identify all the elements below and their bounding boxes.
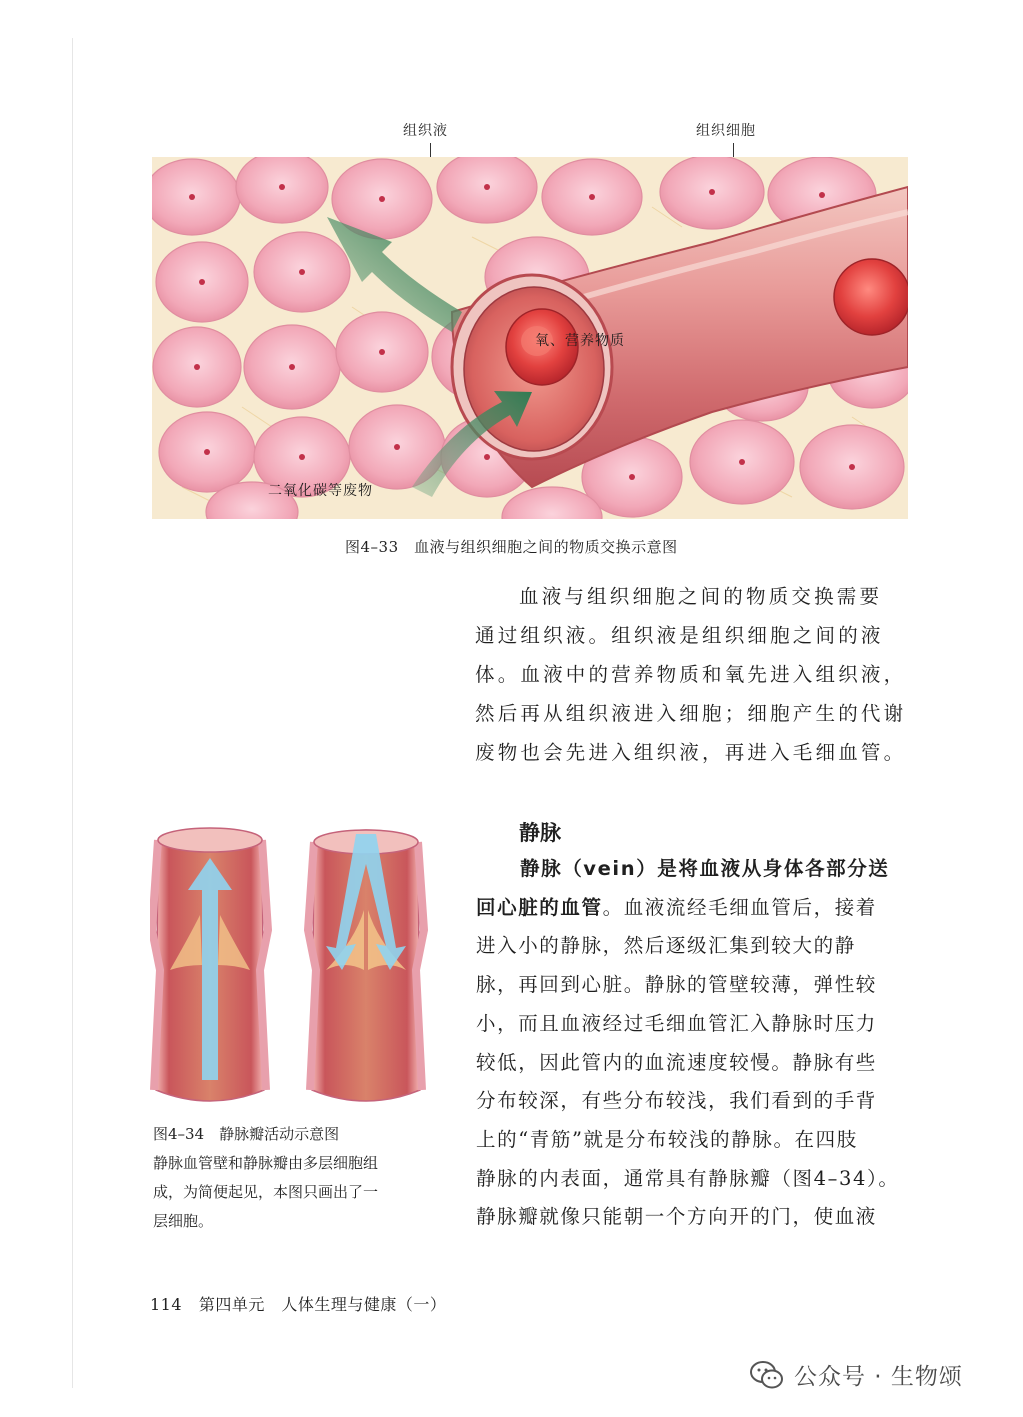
vein-line: 小，而且血液经过毛细血管汇入静脉时压力 xyxy=(476,1011,877,1035)
vein-line: 脉，再回到心脏。静脉的管壁较薄，弹性较 xyxy=(476,973,877,997)
figure-4-34-caption-title: 图4–34 静脉瓣活动示意图 xyxy=(153,1125,340,1143)
vein-definition-bold-end: 回心脏的血管 xyxy=(476,895,603,919)
page-number: 114 xyxy=(150,1295,183,1314)
vein-valve-drawing xyxy=(150,820,430,1105)
label-co2-waste: 二氧化碳等废物 xyxy=(268,483,373,499)
paragraph-exchange-line: 然后再从组织液进入细胞；细胞产生的代谢 xyxy=(475,702,907,725)
paragraph-exchange xyxy=(475,577,906,772)
paragraph-exchange-line: 体。血液中的营养物质和氧先进入组织液， xyxy=(475,663,907,686)
vein-line: 分布较深，有些分布较浅，我们看到的手背 xyxy=(476,1089,877,1113)
figure-4-33-illustration xyxy=(152,157,908,519)
vein-line-2 xyxy=(476,889,899,928)
figure-4-34-caption-line: 层细胞。 xyxy=(153,1212,214,1230)
vein-line: 静脉的内表面，通常具有静脉瓣（图4–34）。 xyxy=(476,1166,900,1190)
unit-title: 第四单元 人体生理与健康（一） xyxy=(198,1295,447,1314)
tissue-exchange-drawing xyxy=(152,157,908,519)
page-footer xyxy=(150,1292,446,1315)
figure-4-34-caption xyxy=(153,1120,378,1236)
vein-line: 较低，因此管内的血流速度较慢。静脉有些 xyxy=(476,1050,877,1074)
figure-4-34-illustration xyxy=(150,820,430,1105)
label-tissue-cell: 组织细胞 xyxy=(696,123,756,139)
label-tissue-fluid: 组织液 xyxy=(403,123,448,139)
paragraph-exchange-line: 血液与组织细胞之间的物质交换需要 xyxy=(519,585,883,608)
wechat-icon xyxy=(750,1360,784,1390)
figure-4-34-caption-line: 静脉血管壁和静脉瓣由多层细胞组 xyxy=(153,1154,379,1172)
vein-line: 静脉瓣就像只能朝一个方向开的门，使血液 xyxy=(476,1205,877,1229)
watermark xyxy=(750,1358,963,1391)
paragraph-exchange-line: 通过组织液。组织液是组织细胞之间的液 xyxy=(475,624,884,647)
paragraph-exchange-line: 废物也会先进入组织液，再进入毛细血管。 xyxy=(475,741,907,764)
section-title-vein: 静脉 xyxy=(519,821,561,845)
vein-definition-bold: 静脉（vein）是将血液从身体各部分送 xyxy=(520,857,890,880)
figure-4-34-caption-line: 成，为简便起见，本图只画出了一 xyxy=(153,1183,379,1201)
vein-line: 进入小的静脉，然后逐级汇集到较大的静 xyxy=(476,934,856,958)
vein-line-1 xyxy=(476,850,899,889)
vein-line-2-rest: 。血液流经毛细血管后，接着 xyxy=(602,895,877,919)
paragraph-vein xyxy=(476,850,899,1237)
page-edge-line xyxy=(72,38,73,1388)
label-oxygen-nutrients: 氧、营养物质 xyxy=(535,333,625,349)
watermark-text: 公众号 · 生物颂 xyxy=(794,1364,963,1390)
vein-line: 上的“青筋”就是分布较浅的静脉。在四肢 xyxy=(476,1127,858,1151)
figure-4-33-caption: 图4–33 血液与组织细胞之间的物质交换示意图 xyxy=(345,538,678,556)
